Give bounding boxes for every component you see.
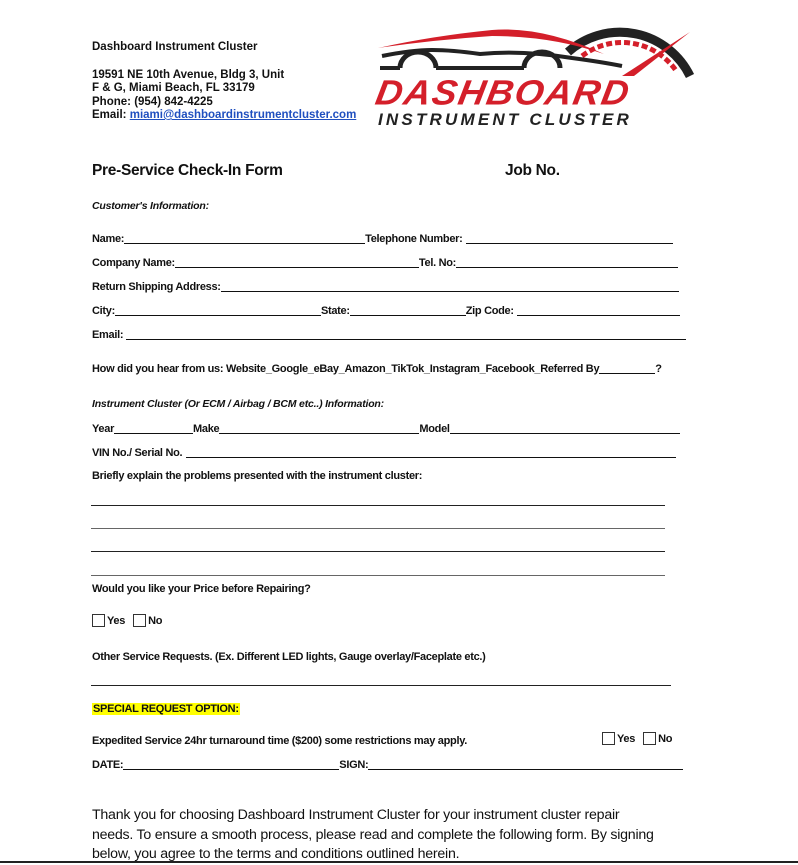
referral-row: [92, 361, 662, 375]
other-requests-line[interactable]: [91, 685, 671, 686]
date-label: DATE:: [92, 759, 124, 771]
model-field[interactable]: [450, 421, 680, 434]
expedited-options-row: [602, 731, 680, 745]
zip-field[interactable]: [517, 303, 680, 316]
customer-section-label: Customer's Information:: [92, 200, 209, 212]
problem-line-1[interactable]: [91, 505, 665, 506]
model-label: Model: [419, 423, 450, 435]
problem-row: [92, 468, 422, 482]
logo-sub-text: INSTRUMENT CLUSTER: [378, 110, 633, 129]
logo-main-text: DASHBOARD: [372, 73, 634, 112]
referral-label: How did you hear from us: Website_Google_eBay_Amazon_TikTok_Instagram_Facebook_Referred By: [92, 363, 600, 375]
price-question-label: Would you like your Price before Repairing?: [92, 583, 311, 595]
price-yes-option[interactable]: [92, 614, 125, 627]
price-question-row: [92, 581, 311, 595]
vin-field[interactable]: [186, 445, 676, 458]
cluster-section-label: Instrument Cluster (Or ECM / Airbag / BCM etc..) Information:: [92, 398, 384, 410]
logo: [372, 14, 710, 132]
email: [92, 109, 356, 123]
form-title: Pre-Service Check-In Form: [92, 162, 283, 179]
city-row: [92, 303, 680, 317]
price-no-label: No: [148, 614, 163, 627]
vin-row: [92, 445, 676, 459]
address-line-2: F & G, Miami Beach, FL 33179: [92, 82, 255, 94]
price-options-row: [92, 613, 170, 627]
name-label: Name:: [92, 233, 125, 245]
expedited-no-option[interactable]: [643, 732, 672, 745]
other-requests-row: [92, 649, 486, 663]
company-field[interactable]: [175, 255, 419, 268]
referral-suffix: ?: [655, 363, 662, 375]
state-label: State:: [320, 305, 350, 317]
expedited-no-checkbox[interactable]: [643, 732, 656, 745]
price-yes-label: Yes: [107, 614, 126, 627]
company-info: [92, 41, 356, 123]
price-yes-checkbox[interactable]: [92, 614, 105, 627]
problem-label: Briefly explain the problems presented with the instrument cluster:: [92, 470, 423, 482]
intro-line-2: needs. To ensure a smooth process, please read and complete the following form. By signing: [92, 826, 654, 843]
intro-line-3: below, you agree to the terms and conditions outlined herein.: [92, 846, 460, 862]
company-name: Dashboard Instrument Cluster: [92, 41, 258, 53]
problem-line-2[interactable]: [91, 528, 665, 529]
zip-label: Zip Code:: [465, 305, 514, 317]
make-field[interactable]: [219, 421, 419, 434]
email-label: Email:: [92, 109, 127, 121]
make-label: Make: [193, 423, 220, 435]
special-request-label: SPECIAL REQUEST OPTION:: [93, 703, 239, 715]
name-field[interactable]: [124, 231, 365, 244]
price-no-checkbox[interactable]: [133, 614, 146, 627]
tel-no-label: Tel. No:: [418, 257, 457, 269]
tel-no-field[interactable]: [456, 255, 678, 268]
expedited-no-label: No: [658, 732, 673, 745]
date-field[interactable]: [123, 757, 339, 770]
address-line-1: 19591 NE 10th Avenue, Bldg 3, Unit: [92, 68, 285, 81]
special-request-row: [92, 701, 240, 715]
problem-line-3[interactable]: [91, 551, 665, 552]
phone-label: Phone:: [92, 95, 131, 108]
expedited-yes-label: Yes: [617, 732, 636, 745]
state-field[interactable]: [350, 303, 466, 316]
company-label: Company Name:: [92, 257, 175, 269]
expedited-yes-checkbox[interactable]: [602, 732, 615, 745]
year-label: Year: [92, 423, 115, 435]
telephone-field[interactable]: [466, 231, 673, 244]
expedited-row: [92, 733, 467, 747]
intro-paragraph: [92, 806, 654, 865]
city-label: City:: [92, 305, 115, 317]
referral-field[interactable]: [599, 361, 655, 374]
expedited-label: Expedited Service 24hr turnaround time ($200) some restrictions may apply.: [92, 735, 467, 747]
intro-line-1: Thank you for choosing Dashboard Instrument Cluster for your instrument cluster repair: [92, 807, 620, 823]
return-address-label: Return Shipping Address:: [92, 281, 221, 293]
sign-label: SIGN:: [339, 759, 369, 771]
email-link[interactable]: miami@dashboardinstrumentcluster.com: [129, 109, 357, 121]
problem-line-4[interactable]: [91, 575, 665, 576]
vehicle-row: [92, 421, 680, 435]
city-field[interactable]: [115, 303, 321, 316]
year-field[interactable]: [114, 421, 193, 434]
expedited-yes-option[interactable]: [602, 732, 635, 745]
sign-field[interactable]: [368, 757, 683, 770]
email-field-label: Email:: [92, 329, 124, 341]
email-field[interactable]: [126, 327, 686, 340]
telephone-label: Telephone Number:: [365, 233, 463, 245]
phone: [92, 96, 356, 110]
name-row: [92, 231, 673, 245]
job-no-label: Job No.: [505, 162, 560, 179]
price-no-option[interactable]: [133, 614, 162, 627]
return-address-row: [92, 279, 679, 293]
other-requests-label: Other Service Requests. (Ex. Different LED lights, Gauge overlay/Faceplate etc.): [92, 651, 486, 663]
phone-number: (954) 842-4225: [134, 95, 213, 108]
email-row: [92, 327, 686, 341]
return-address-field[interactable]: [221, 279, 679, 292]
vin-label: VIN No./ Serial No.: [92, 447, 183, 459]
date-sign-row: [92, 757, 683, 771]
company-row: [92, 255, 678, 269]
